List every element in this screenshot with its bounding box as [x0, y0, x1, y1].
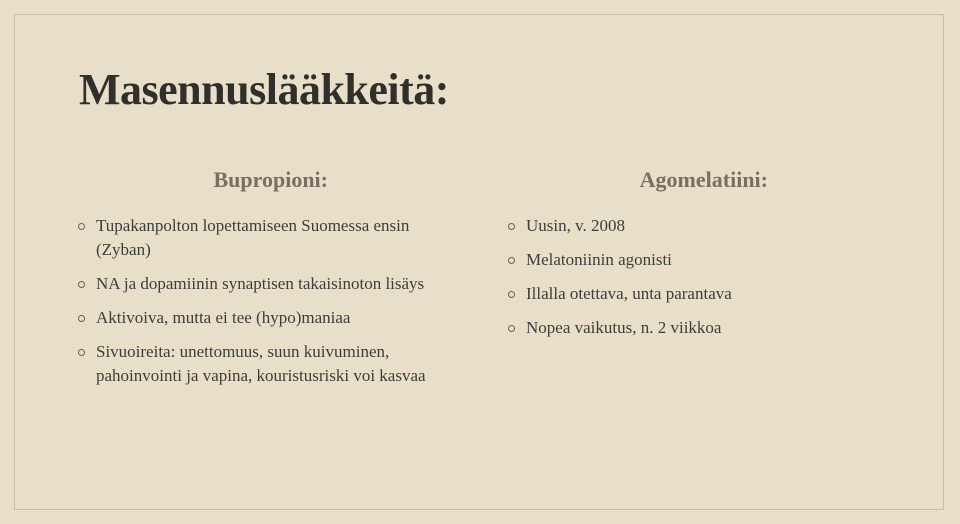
left-list-item-text: NA ja dopamiinin synaptisen takaisinoton lisäys [96, 274, 425, 293]
right-list-item-text: Melatoniinin agonisti [526, 250, 672, 269]
left-list-item [78, 214, 450, 262]
circle-bullet-icon [508, 325, 515, 332]
left-bullet-list [78, 214, 450, 398]
circle-bullet-icon [78, 281, 85, 288]
right-list-item-text: Uusin, v. 2008 [526, 216, 626, 235]
left-list-item-text: Aktivoiva, mutta ei tee (hypo)maniaa [96, 308, 351, 327]
left-list-item-text: Sivuoireita: unettomuus, suun kuivuminen, pahoinvointi ja vapina, kouristusriski voi kasvaa [96, 342, 426, 385]
left-list-item [78, 272, 450, 296]
right-list-item [508, 214, 828, 238]
right-list-item-text: Illalla otettava, unta parantava [526, 284, 732, 303]
left-list-item-text: Tupakanpolton lopettamiseen Suomessa ensin (Zyban) [96, 216, 410, 259]
right-bullet-list [508, 214, 828, 350]
circle-bullet-icon [508, 257, 515, 264]
left-list-item [78, 306, 450, 330]
circle-bullet-icon [508, 291, 515, 298]
left-list-item [78, 340, 450, 388]
circle-bullet-icon [78, 223, 85, 230]
circle-bullet-icon [78, 349, 85, 356]
left-column-heading: Bupropioni: [213, 167, 328, 192]
circle-bullet-icon [78, 315, 85, 322]
right-list-item [508, 248, 828, 272]
right-list-item [508, 282, 828, 306]
right-list-item [508, 316, 828, 340]
right-column-heading: Agomelatiini: [639, 167, 768, 192]
right-list-item-text: Nopea vaikutus, n. 2 viikkoa [526, 318, 722, 337]
circle-bullet-icon [508, 223, 515, 230]
slide-title: Masennuslääkkeitä: [79, 65, 449, 114]
